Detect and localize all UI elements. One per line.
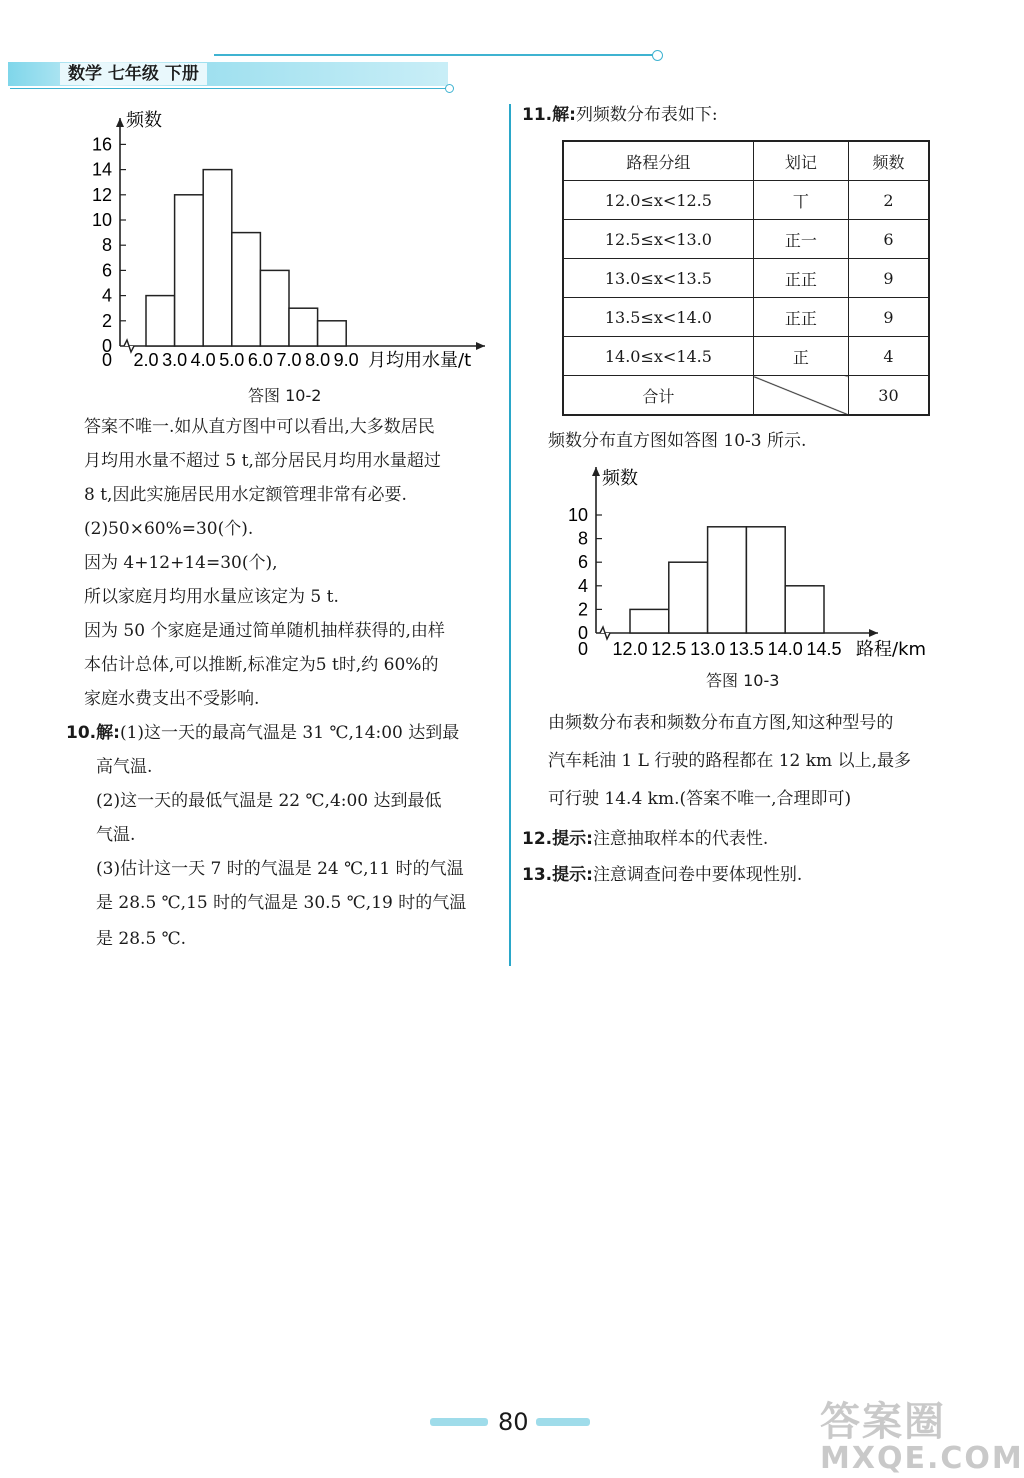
table-cell: 正正 <box>753 259 848 298</box>
table-total-label: 合计 <box>563 376 753 416</box>
watermark-line-2: MXQE.COM <box>820 1441 1024 1476</box>
y-tick-label: 2 <box>577 599 588 620</box>
footer-decoration-left <box>430 1418 488 1426</box>
histogram-intro: 频数分布直方图如答图 10-3 所示. <box>548 431 807 451</box>
table-diagonal-cell <box>753 376 848 416</box>
q10-part1-b: 高气温. <box>96 757 153 777</box>
y-tick-label: 8 <box>577 528 588 549</box>
x-tick-label: 2.0 <box>133 350 159 370</box>
left-paragraph-8: 本估计总体,可以推断,标准定为5 t时,约 60%的 <box>84 655 439 675</box>
conclusion-line-2: 汽车耗油 1 L 行驶的路程都在 12 km 以上,最多 <box>548 751 911 771</box>
histogram-bar <box>318 321 347 346</box>
conclusion-line-3: 可行驶 14.4 km.(答案不唯一,合理即可) <box>548 789 852 809</box>
table-row <box>563 259 929 298</box>
y-tick-label: 10 <box>567 505 588 525</box>
histogram-distance <box>560 462 950 662</box>
q11-line <box>522 98 718 132</box>
x-axis-label: 月均用水量/t <box>368 350 472 371</box>
q10-part2-b: 气温. <box>96 825 136 845</box>
table-header-cell: 频数 <box>848 141 929 181</box>
table-cell: 14.0≤x<14.5 <box>563 337 753 376</box>
x-tick-label: 5.0 <box>219 350 245 370</box>
left-paragraph-7: 因为 50 个家庭是通过简单随机抽样获得的,由样 <box>84 621 445 641</box>
table-total-row <box>563 376 929 416</box>
table-header-cell: 路程分组 <box>563 141 753 181</box>
histogram-bar <box>260 270 289 346</box>
left-paragraph-1: 答案不唯一.如从直方图中可以看出,大多数居民 <box>84 417 435 437</box>
histogram-bar <box>232 233 261 346</box>
y-tick-label: 6 <box>577 552 588 573</box>
y-tick-label: 10 <box>91 210 112 230</box>
q12-text: 注意抽取样本的代表性. <box>592 829 769 849</box>
q13-text: 注意调查问卷中要体现性别. <box>592 865 803 885</box>
x-tick-label: 14.5 <box>806 639 842 659</box>
watermark-line-1: 答案圈 <box>820 1399 946 1445</box>
histogram-bar <box>746 527 785 633</box>
left-paragraph-3: 8 t,因此实施居民用水定额管理非常有必要. <box>84 485 407 505</box>
table-cell: 丅 <box>753 181 848 220</box>
x-axis-arrow <box>476 342 485 350</box>
q13-number: 13. <box>522 865 553 885</box>
table-cell: 13.0≤x<13.5 <box>563 259 753 298</box>
histogram-water-usage <box>60 100 500 400</box>
q10-part3-b: 是 28.5 ℃,15 时的气温是 30.5 ℃,19 时的气温 <box>96 893 467 913</box>
header-rule-top <box>214 54 654 56</box>
table-row <box>563 181 929 220</box>
table-cell: 12.0≤x<12.5 <box>563 181 753 220</box>
header-rule-dot <box>652 50 663 61</box>
histogram-bar <box>785 586 824 633</box>
footer-decoration-right <box>536 1418 590 1426</box>
q13-line <box>522 858 802 892</box>
q11-intro: 列频数分布表如下: <box>575 105 718 125</box>
y-tick-label: 6 <box>101 260 112 281</box>
q10-part3-a: (3)估计这一天 7 时的气温是 24 ℃,11 时的气温 <box>96 859 464 879</box>
x-tick-label: 13.5 <box>728 639 764 659</box>
y-tick-label: 0 <box>577 623 588 643</box>
y-axis-label: 频数 <box>602 468 638 489</box>
axis-break-mark <box>600 627 610 639</box>
histogram-bar <box>203 170 232 346</box>
table-row <box>563 298 929 337</box>
y-axis-arrow <box>116 118 124 127</box>
x-tick-label: 13.0 <box>690 639 726 659</box>
q10-part1-a: (1)这一天的最高气温是 31 ℃,14:00 达到最 <box>119 723 460 743</box>
y-tick-label: 4 <box>101 285 112 306</box>
header-rule-dot-2 <box>445 84 454 93</box>
x-tick-label: 6.0 <box>247 350 273 370</box>
left-paragraph-5: 因为 4+12+14=30(个), <box>84 553 278 573</box>
histogram-bar <box>708 527 747 633</box>
q10-number: 10. <box>66 723 97 743</box>
table-row <box>563 220 929 259</box>
y-axis-arrow <box>592 467 600 476</box>
table-row <box>563 337 929 376</box>
histogram-bar <box>669 562 708 633</box>
y-tick-label: 16 <box>91 134 112 155</box>
q11-number: 11. <box>522 105 553 125</box>
column-divider <box>509 104 511 966</box>
left-paragraph-2: 月均用水量不超过 5 t,部分居民月均用水量超过 <box>84 451 441 471</box>
q11-jie: 解: <box>552 105 576 125</box>
watermark-logo <box>820 1390 1024 1476</box>
table-cell: 12.5≤x<13.0 <box>563 220 753 259</box>
x-tick-label: 8.0 <box>305 350 331 370</box>
frequency-table <box>562 140 930 416</box>
x-tick-label: 7.0 <box>276 350 302 370</box>
left-paragraph-9: 家庭水费支出不受影响. <box>84 689 260 709</box>
x-tick-label: 9.0 <box>333 350 359 370</box>
histogram-bar <box>289 308 318 346</box>
table-header-cell: 划记 <box>753 141 848 181</box>
left-paragraph-4: (2)50×60%=30(个). <box>84 519 254 539</box>
y-tick-label: 4 <box>577 575 588 596</box>
page-header-title: 数学 七年级 下册 <box>60 63 207 85</box>
histogram-bar <box>146 296 175 346</box>
histogram-bar <box>630 609 669 633</box>
q12-line <box>522 822 768 856</box>
chart2-caption: 答图 10-3 <box>706 671 780 690</box>
q12-label: 提示: <box>552 829 593 849</box>
q10-part2-a: (2)这一天的最低气温是 22 ℃,4:00 达到最低 <box>96 791 442 811</box>
table-cell: 正正 <box>753 298 848 337</box>
y-axis-label: 频数 <box>126 110 162 131</box>
q10-jie: 解: <box>96 723 120 743</box>
page-number: 80 <box>498 1408 529 1436</box>
chart1-caption: 答图 10-2 <box>248 386 322 405</box>
x-tick-label: 4.0 <box>190 350 216 370</box>
x-tick-label: 12.0 <box>612 639 648 659</box>
q10-line-1 <box>66 716 459 750</box>
x-tick-label: 12.5 <box>651 639 687 659</box>
y-tick-label: 14 <box>91 159 112 180</box>
left-paragraph-6: 所以家庭月均用水量应该定为 5 t. <box>84 587 339 607</box>
table-cell: 4 <box>848 337 929 376</box>
table-cell: 6 <box>848 220 929 259</box>
table-header-row <box>563 141 929 181</box>
y-tick-label: 12 <box>91 184 112 205</box>
table-cell: 9 <box>848 298 929 337</box>
x-tick-label: 3.0 <box>162 350 188 370</box>
table-total-value: 30 <box>848 376 929 416</box>
q12-number: 12. <box>522 829 553 849</box>
q10-part3-c: 是 28.5 ℃. <box>96 929 187 949</box>
origin-label: 0 <box>102 350 113 370</box>
q13-label: 提示: <box>552 865 593 885</box>
y-tick-label: 0 <box>101 336 112 356</box>
origin-label: 0 <box>578 639 589 659</box>
y-tick-label: 8 <box>101 235 112 256</box>
histogram-bar <box>175 195 204 346</box>
table-cell: 2 <box>848 181 929 220</box>
x-axis-arrow <box>869 629 878 637</box>
table-cell: 正 <box>753 337 848 376</box>
x-axis-label: 路程/km <box>856 639 927 660</box>
y-tick-label: 2 <box>101 310 112 331</box>
table-cell: 9 <box>848 259 929 298</box>
table-cell: 13.5≤x<14.0 <box>563 298 753 337</box>
header-rule-bottom <box>10 88 450 89</box>
x-tick-label: 14.0 <box>767 639 803 659</box>
conclusion-line-1: 由频数分布表和频数分布直方图,知这种型号的 <box>548 713 894 733</box>
table-cell: 正一 <box>753 220 848 259</box>
